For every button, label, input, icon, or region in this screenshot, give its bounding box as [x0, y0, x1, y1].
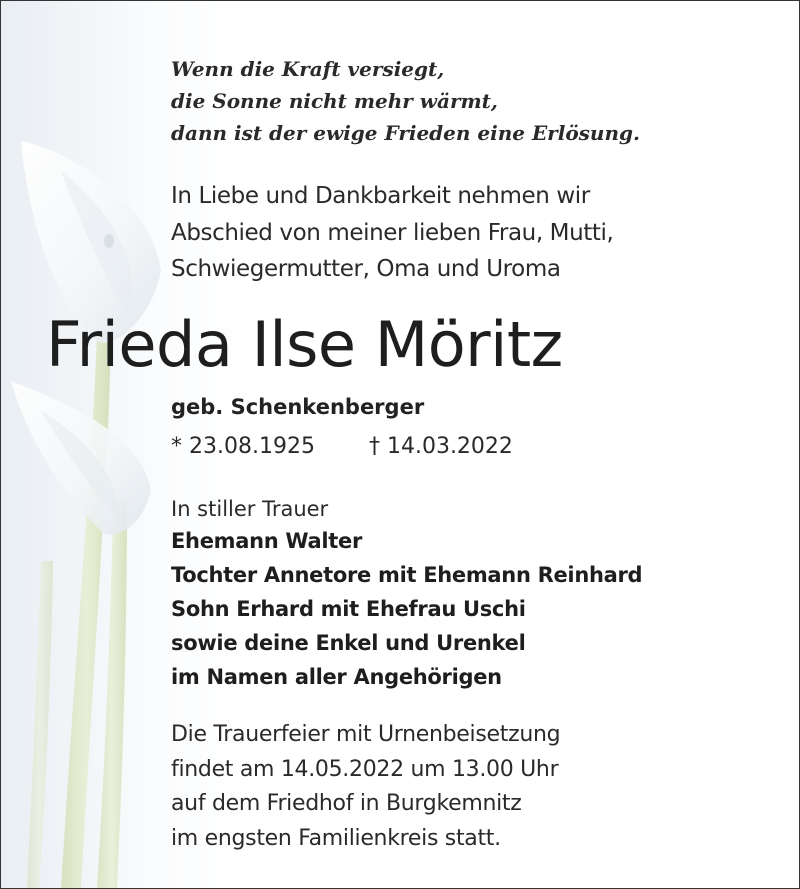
motto-line: Wenn die Kraft versiegt,: [171, 57, 445, 81]
mourner-line: Tochter Annetore mit Ehemann Reinhard: [171, 563, 643, 587]
life-dates: [171, 431, 513, 463]
motto-line: dann ist der ewige Frieden eine Erlösung.: [171, 121, 640, 145]
notice-content: [1, 1, 799, 888]
birth-date: * 23.08.1925: [171, 434, 315, 459]
mourner-line: Ehemann Walter: [171, 529, 363, 553]
deceased-name: Frieda Ilse Möritz: [46, 308, 563, 381]
mourners-list: [171, 524, 642, 694]
ceremony-line: im engsten Familienkreis statt.: [171, 825, 501, 851]
motto-line: die Sonne nicht mehr wärmt,: [171, 89, 498, 113]
mourner-line: Sohn Erhard mit Ehefrau Uschi: [171, 597, 526, 621]
intro-line: Abschied von meiner lieben Frau, Mutti,: [171, 219, 614, 246]
ceremony-line: Die Trauerfeier mit Urnenbeisetzung: [171, 722, 561, 747]
mourner-line: sowie deine Enkel und Urenkel: [171, 631, 526, 655]
funeral-details: [171, 718, 560, 856]
farewell-intro: [171, 178, 613, 288]
mourning-intro: In stiller Trauer: [171, 497, 329, 521]
intro-line: In Liebe und Dankbarkeit nehmen wir: [171, 183, 590, 209]
mourner-line: im Namen aller Angehörigen: [171, 665, 502, 689]
motto-verse: [171, 53, 640, 149]
ceremony-line: auf dem Friedhof in Burgkemnitz: [171, 791, 522, 816]
ceremony-line: findet am 14.05.2022 um 13.00 Uhr: [171, 756, 559, 782]
maiden-name: geb. Schenkenberger: [171, 395, 425, 419]
death-date: † 14.03.2022: [368, 434, 513, 459]
intro-line: Schwiegermutter, Oma und Uroma: [171, 256, 561, 282]
